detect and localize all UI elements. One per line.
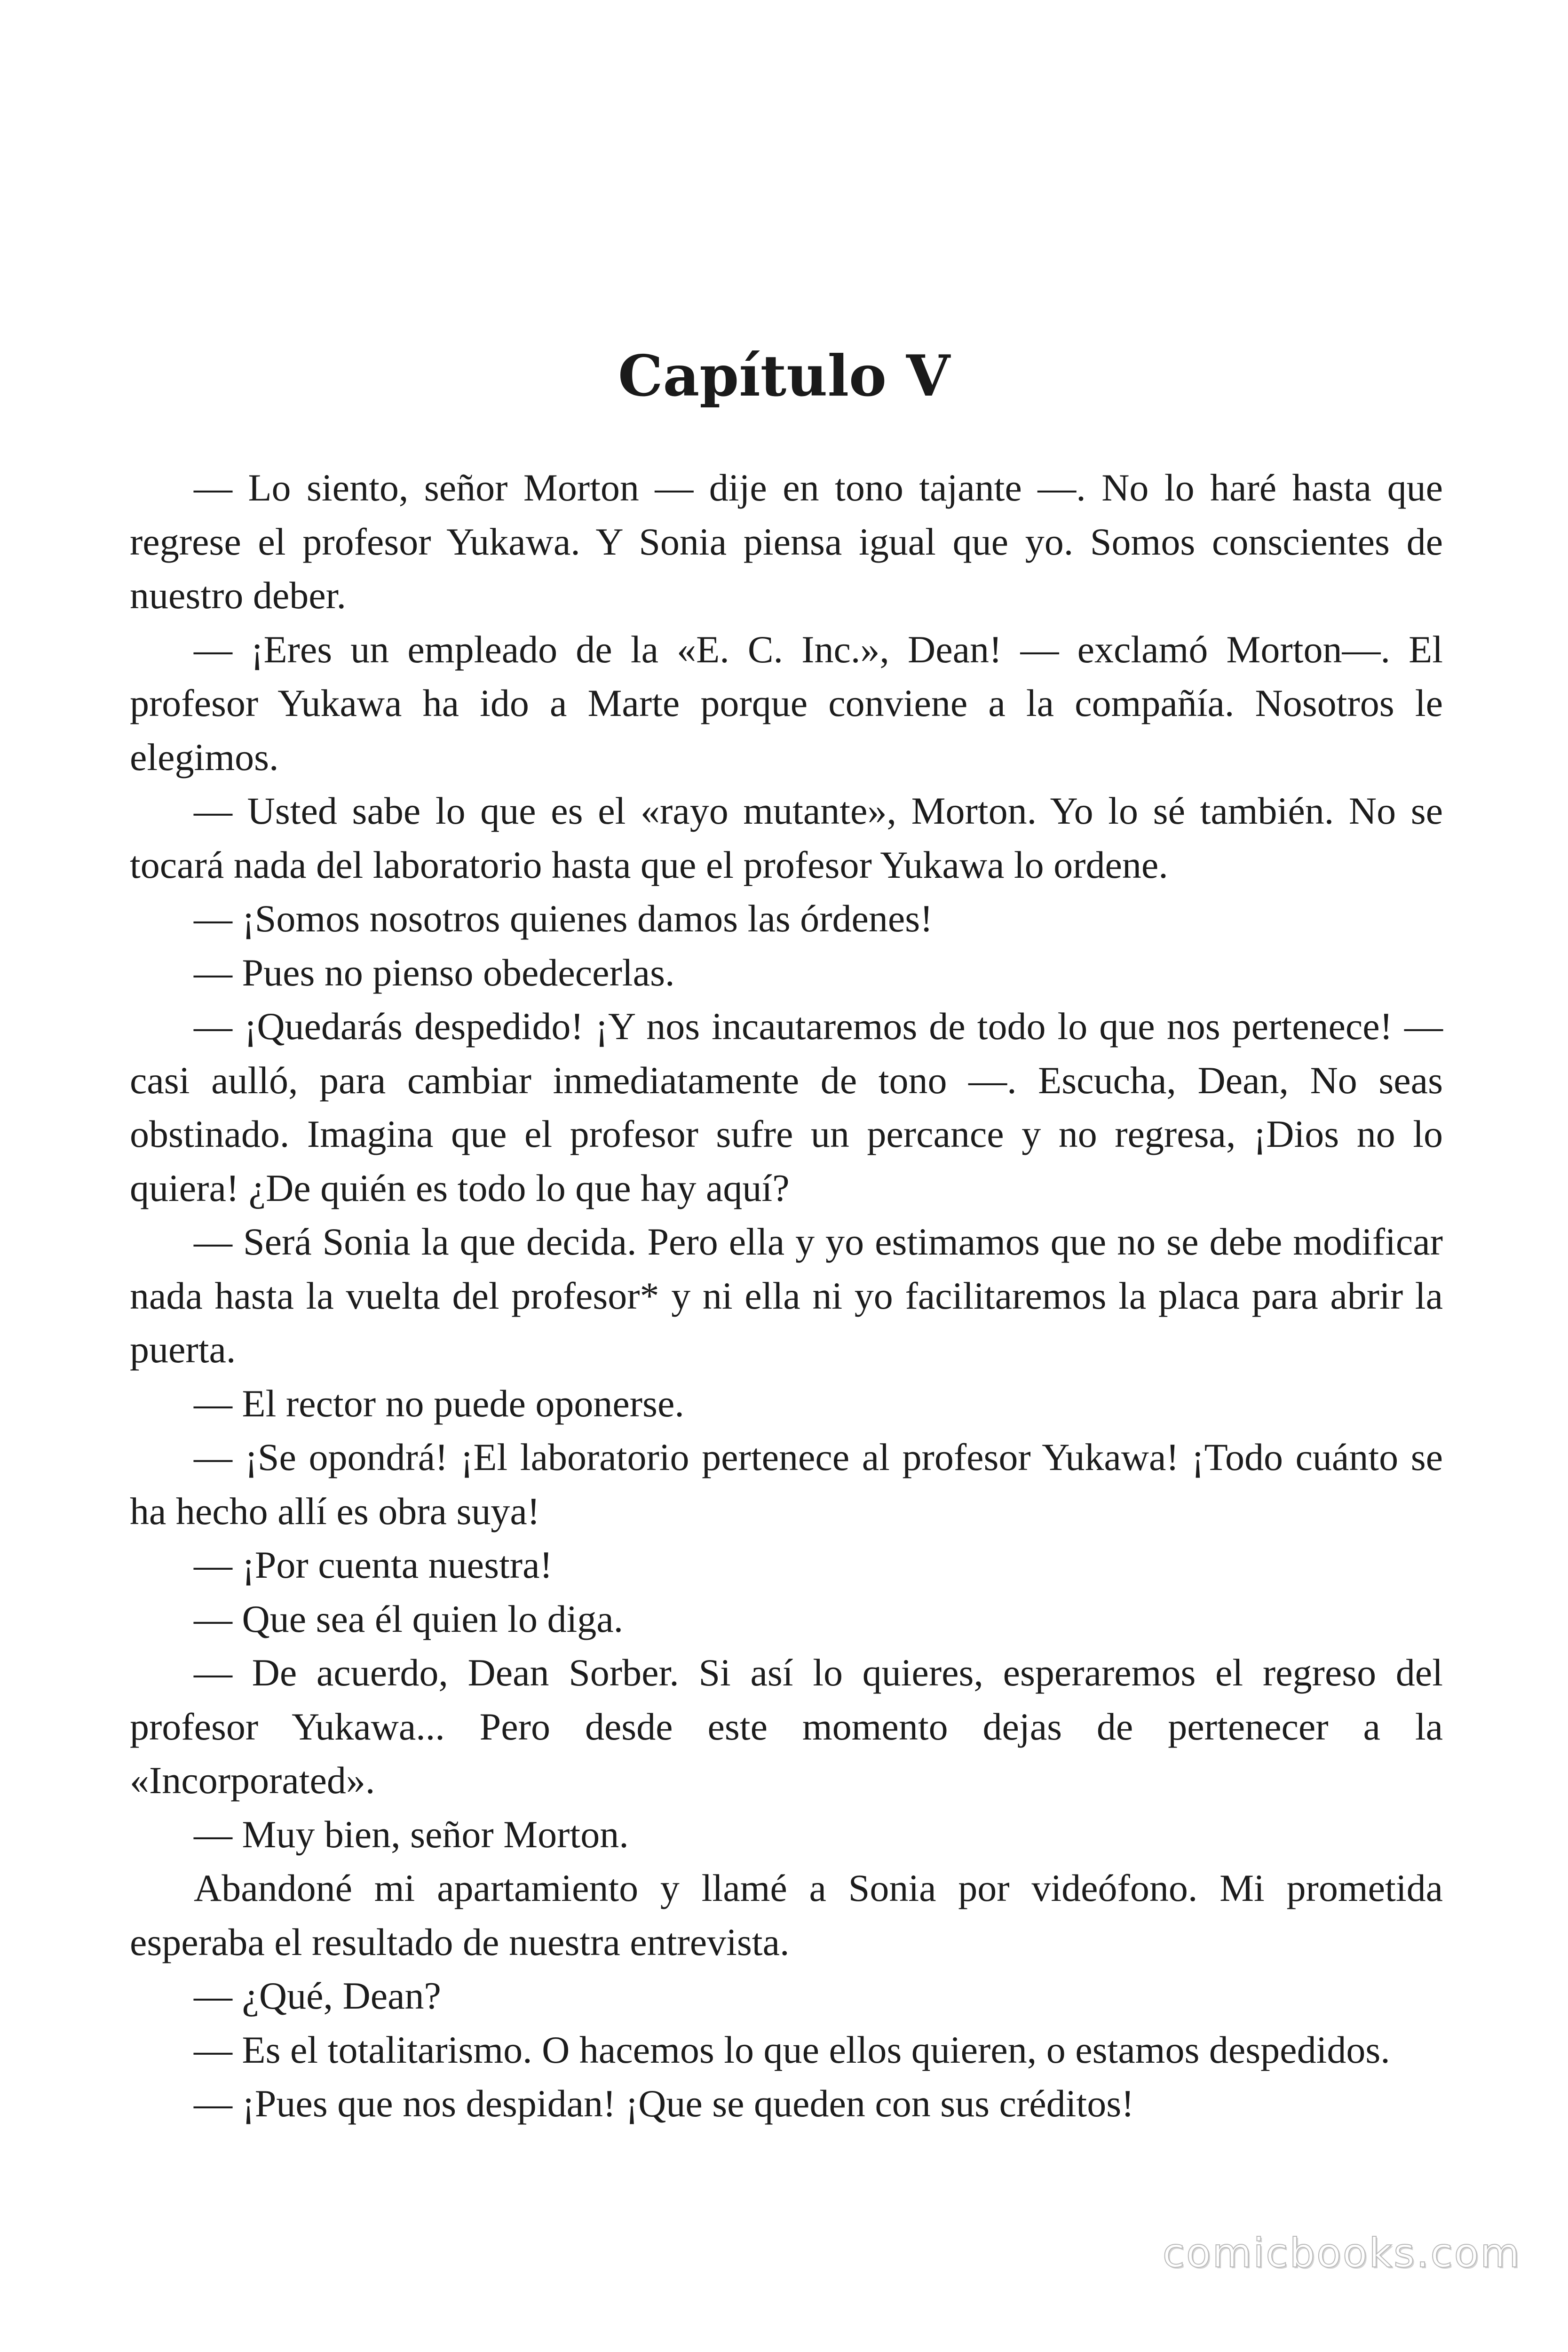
paragraph: — ¡Eres un empleado de la «E. C. Inc.», Dean! — exclamó Morton—. El profesor Yukawa ha ido a Marte porque conviene a la compañía. Nosotros le elegimos. xyxy=(130,628,1443,779)
paragraph: — ¡Quedarás despedido! ¡Y nos incautaremos de todo lo que nos pertenece! —casi aulló, para cambiar inmediatamente de tono —. Escucha, Dean, No seas obstinado. Imagina que el profesor sufre un percance y no regresa, ¡Dios no lo quiera! ¿De quién es todo lo que hay aquí? xyxy=(130,1005,1443,1209)
paragraph: — ¿Qué, Dean? xyxy=(194,1974,441,2017)
paragraph: — El rector no puede oponerse. xyxy=(194,1382,684,1425)
paragraph: — ¡Somos nosotros quienes damos las órdenes! xyxy=(194,897,933,940)
paragraph: — Es el totalitarismo. O hacemos lo que ellos quieren, o estamos despedidos. xyxy=(194,2028,1390,2071)
paragraph: — Será Sonia la que decida. Pero ella y yo estimamos que no se debe modificar nada hasta la vuelta del profesor* y ni ella ni yo facilitaremos la placa para abrir la puerta. xyxy=(130,1220,1443,1371)
paragraph: — ¡Se opondrá! ¡El laboratorio pertenece al profesor Yukawa! ¡Todo cuánto se ha hecho allí es obra suya! xyxy=(130,1436,1443,1533)
paragraph: — De acuerdo, Dean Sorber. Si así lo quieres, esperaremos el regreso del profesor Yukawa... Pero desde este momento dejas de pertenecer a la «Incorporated». xyxy=(130,1651,1443,1802)
paragraph: — Usted sabe lo que es el «rayo mutante», Morton. Yo lo sé también. No se tocará nada del laboratorio hasta que el profesor Yukawa lo ordene. xyxy=(130,789,1443,886)
paragraph: Abandoné mi apartamiento y llamé a Sonia por videófono. Mi prometida esperaba el resultado de nuestra entrevista. xyxy=(130,1867,1443,1963)
paragraph: — Muy bien, señor Morton. xyxy=(194,1812,629,1856)
paragraph: — ¡Pues que nos despidan! ¡Que se queden con sus créditos! xyxy=(194,2082,1134,2125)
paragraph: — Pues no pienso obedecerlas. xyxy=(194,951,675,994)
paragraph: — ¡Por cuenta nuestra! xyxy=(194,1543,553,1586)
chapter-title: Capítulo V xyxy=(618,343,950,409)
site-watermark: comicbooks.com xyxy=(1162,2230,1521,2277)
chapter-body xyxy=(130,461,1443,2131)
paragraph: — Lo siento, señor Morton — dije en tono tajante —. No lo haré hasta que regrese el profesor Yukawa. Y Sonia piensa igual que yo. Somos conscientes de nuestro deber. xyxy=(130,466,1443,617)
paragraph: — Que sea él quien lo diga. xyxy=(194,1597,624,1640)
